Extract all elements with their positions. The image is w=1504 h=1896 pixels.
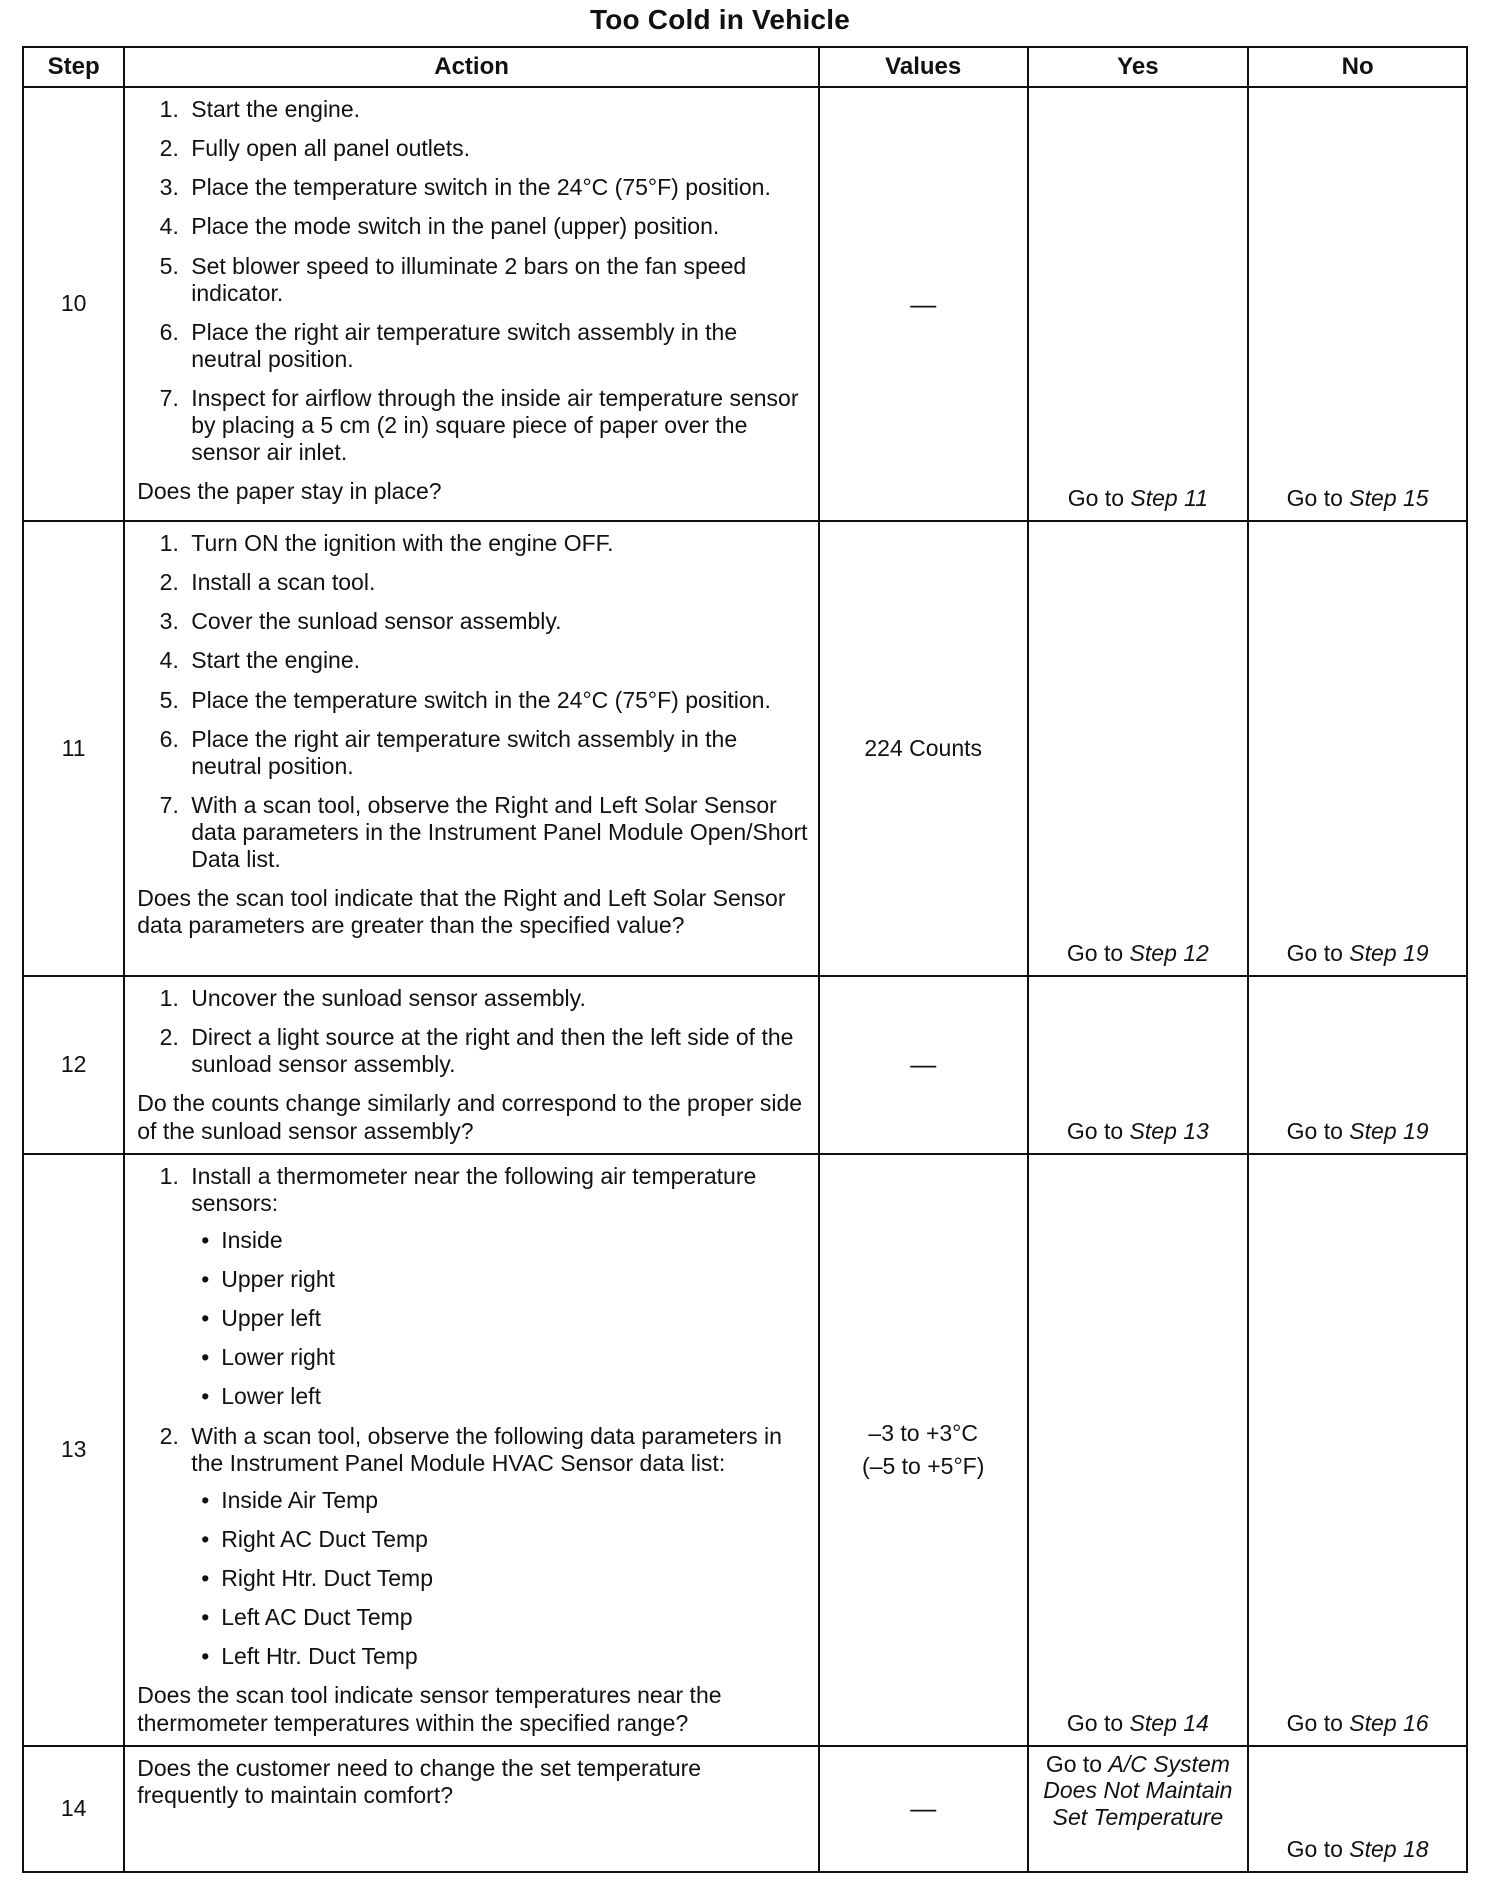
no-cell bbox=[1248, 1746, 1467, 1872]
step-word: Step bbox=[1349, 1709, 1397, 1736]
action-item: 5. Set blower speed to illuminate 2 bars on the fan speed indicator. bbox=[185, 253, 808, 307]
yes-goto bbox=[1067, 940, 1209, 966]
no-step-ref: 15 bbox=[1403, 484, 1429, 511]
step-word: Step bbox=[1129, 1117, 1177, 1144]
action-cell bbox=[124, 1154, 819, 1746]
yes-step-ref: 12 bbox=[1183, 939, 1209, 966]
values-cell bbox=[819, 976, 1028, 1154]
header-action: Action bbox=[124, 47, 819, 87]
value-text: (–5 to +5°F) bbox=[862, 1452, 985, 1479]
yes-cell bbox=[1028, 976, 1249, 1154]
list-item: • Upper right bbox=[201, 1266, 808, 1293]
goto-prefix: Go to bbox=[1066, 939, 1124, 966]
table-row bbox=[23, 521, 1467, 976]
yes-cell bbox=[1028, 1746, 1249, 1872]
values-cell bbox=[819, 1746, 1028, 1872]
action-item: 1. Turn ON the ignition with the engine OFF. bbox=[185, 530, 808, 557]
goto-prefix: Go to bbox=[1286, 484, 1343, 511]
no-goto bbox=[1287, 485, 1429, 511]
action-cell bbox=[124, 976, 819, 1154]
goto-prefix: Go to bbox=[1066, 1117, 1124, 1144]
yes-cell bbox=[1028, 1154, 1249, 1746]
table-row bbox=[23, 976, 1467, 1154]
no-step-ref: 18 bbox=[1403, 1835, 1429, 1862]
action-list bbox=[137, 96, 808, 466]
values-cell bbox=[819, 87, 1028, 521]
action-item: 6. Place the right air temperature switch assembly in the neutral position. bbox=[185, 726, 808, 780]
yes-goto bbox=[1067, 1118, 1209, 1144]
yes-goto bbox=[1068, 485, 1208, 511]
data-parameter-list bbox=[191, 1487, 808, 1671]
list-item: • Upper left bbox=[201, 1305, 808, 1332]
no-cell bbox=[1248, 976, 1467, 1154]
no-goto bbox=[1287, 1118, 1429, 1144]
header-row bbox=[23, 47, 1467, 87]
step-word: Step bbox=[1349, 1835, 1397, 1862]
action-item: 4. Start the engine. bbox=[185, 647, 808, 674]
goto-prefix: Go to bbox=[1286, 1117, 1343, 1144]
goto-prefix: Go to bbox=[1066, 1709, 1124, 1736]
action-list bbox=[137, 530, 808, 873]
action-item bbox=[185, 1163, 808, 1411]
action-cell bbox=[124, 87, 819, 521]
yes-doc-ref: A/C System Does Not Maintain Set Temperature bbox=[1043, 1750, 1233, 1830]
values-cell bbox=[819, 1154, 1028, 1746]
action-text: With a scan tool, observe the following data parameters in the Instrument Panel Module HVAC Sensor data list: bbox=[191, 1422, 782, 1476]
action-item: 2. Install a scan tool. bbox=[185, 569, 808, 596]
step-number: 11 bbox=[23, 521, 124, 976]
action-item: 3. Place the temperature switch in the 24°C (75°F) position. bbox=[185, 174, 808, 201]
table-row bbox=[23, 1154, 1467, 1746]
no-step-ref: 19 bbox=[1403, 939, 1429, 966]
action-cell bbox=[124, 1746, 819, 1872]
step-word: Step bbox=[1130, 484, 1178, 511]
action-item: 7. With a scan tool, observe the Right and Left Solar Sensor data parameters in the Instrument Panel Module Open/Short Data list. bbox=[185, 792, 808, 873]
header-no: No bbox=[1248, 47, 1467, 87]
action-cell bbox=[124, 521, 819, 976]
goto-prefix: Go to bbox=[1286, 1835, 1343, 1862]
step-question: Does the customer need to change the set temperature frequently to maintain comfort? bbox=[137, 1754, 702, 1808]
action-text: Install a thermometer near the following air temperature sensors: bbox=[191, 1162, 757, 1216]
list-item: • Inside Air Temp bbox=[201, 1487, 808, 1514]
no-cell bbox=[1248, 521, 1467, 976]
action-item: 1. Uncover the sunload sensor assembly. bbox=[185, 985, 808, 1012]
step-question: Does the paper stay in place? bbox=[137, 478, 442, 505]
list-item: • Right Htr. Duct Temp bbox=[201, 1565, 808, 1592]
list-item: • Right AC Duct Temp bbox=[201, 1526, 808, 1553]
step-word: Step bbox=[1129, 1709, 1177, 1736]
action-item: 7. Inspect for airflow through the inside air temperature sensor by placing a 5 cm (2 in) square piece of paper over the sensor air inlet. bbox=[185, 385, 808, 466]
value-text: — bbox=[910, 1049, 937, 1080]
step-question: Do the counts change similarly and correspond to the proper side of the sunload sensor assembly? bbox=[137, 1090, 803, 1144]
header-step: Step bbox=[23, 47, 124, 87]
header-yes: Yes bbox=[1028, 47, 1249, 87]
no-cell bbox=[1248, 1154, 1467, 1746]
table-row bbox=[23, 87, 1467, 521]
step-number: 14 bbox=[23, 1746, 124, 1872]
goto-prefix: Go to bbox=[1067, 484, 1124, 511]
action-item: 2. Direct a light source at the right and then the left side of the sunload sensor assembly. bbox=[185, 1024, 808, 1078]
header-values: Values bbox=[819, 47, 1028, 87]
yes-cell bbox=[1028, 521, 1249, 976]
step-question: Does the scan tool indicate sensor temperatures near the thermometer temperatures within the specified range? bbox=[137, 1682, 722, 1736]
step-word: Step bbox=[1349, 939, 1397, 966]
no-step-ref: 19 bbox=[1403, 1117, 1429, 1144]
action-item: 4. Place the mode switch in the panel (upper) position. bbox=[185, 213, 808, 240]
table-row bbox=[23, 1746, 1467, 1872]
step-number: 13 bbox=[23, 1154, 124, 1746]
value-text: –3 to +3°C bbox=[868, 1419, 978, 1446]
action-list bbox=[137, 1163, 808, 1671]
action-list bbox=[137, 985, 808, 1078]
value-text: 224 Counts bbox=[864, 734, 983, 761]
step-number: 10 bbox=[23, 87, 124, 521]
yes-goto bbox=[1043, 1751, 1232, 1830]
step-word: Step bbox=[1349, 484, 1397, 511]
action-item: 5. Place the temperature switch in the 24°C (75°F) position. bbox=[185, 687, 808, 714]
list-item: • Left Htr. Duct Temp bbox=[201, 1643, 808, 1670]
action-item bbox=[185, 1423, 808, 1671]
yes-step-ref: 14 bbox=[1183, 1709, 1209, 1736]
step-question: Does the scan tool indicate that the Right and Left Solar Sensor data parameters are greater than the specified value? bbox=[137, 885, 786, 939]
values-cell bbox=[819, 521, 1028, 976]
action-item: 6. Place the right air temperature switch assembly in the neutral position. bbox=[185, 319, 808, 373]
sensor-location-list bbox=[191, 1227, 808, 1411]
list-item: • Lower right bbox=[201, 1344, 808, 1371]
goto-prefix: Go to bbox=[1286, 1709, 1343, 1736]
yes-step-ref: 11 bbox=[1184, 484, 1208, 511]
goto-prefix: Go to bbox=[1045, 1750, 1103, 1777]
step-word: Step bbox=[1129, 939, 1177, 966]
diagnostic-table bbox=[22, 46, 1468, 1873]
value-text: — bbox=[910, 288, 937, 319]
action-item: 3. Cover the sunload sensor assembly. bbox=[185, 608, 808, 635]
action-item: 1. Start the engine. bbox=[185, 96, 808, 123]
no-step-ref: 16 bbox=[1403, 1709, 1429, 1736]
list-item: • Inside bbox=[201, 1227, 808, 1254]
step-word: Step bbox=[1349, 1117, 1397, 1144]
no-goto bbox=[1287, 1836, 1429, 1862]
no-goto bbox=[1287, 1710, 1429, 1736]
value-text: — bbox=[910, 1793, 937, 1824]
no-cell bbox=[1248, 87, 1467, 521]
step-number: 12 bbox=[23, 976, 124, 1154]
list-item: • Lower left bbox=[201, 1383, 808, 1410]
goto-prefix: Go to bbox=[1286, 939, 1343, 966]
action-item: 2. Fully open all panel outlets. bbox=[185, 135, 808, 162]
no-goto bbox=[1287, 940, 1429, 966]
yes-goto bbox=[1067, 1710, 1209, 1736]
list-item: • Left AC Duct Temp bbox=[201, 1604, 808, 1631]
yes-step-ref: 13 bbox=[1183, 1117, 1209, 1144]
yes-cell bbox=[1028, 87, 1249, 521]
page-title: Too Cold in Vehicle bbox=[590, 4, 850, 35]
